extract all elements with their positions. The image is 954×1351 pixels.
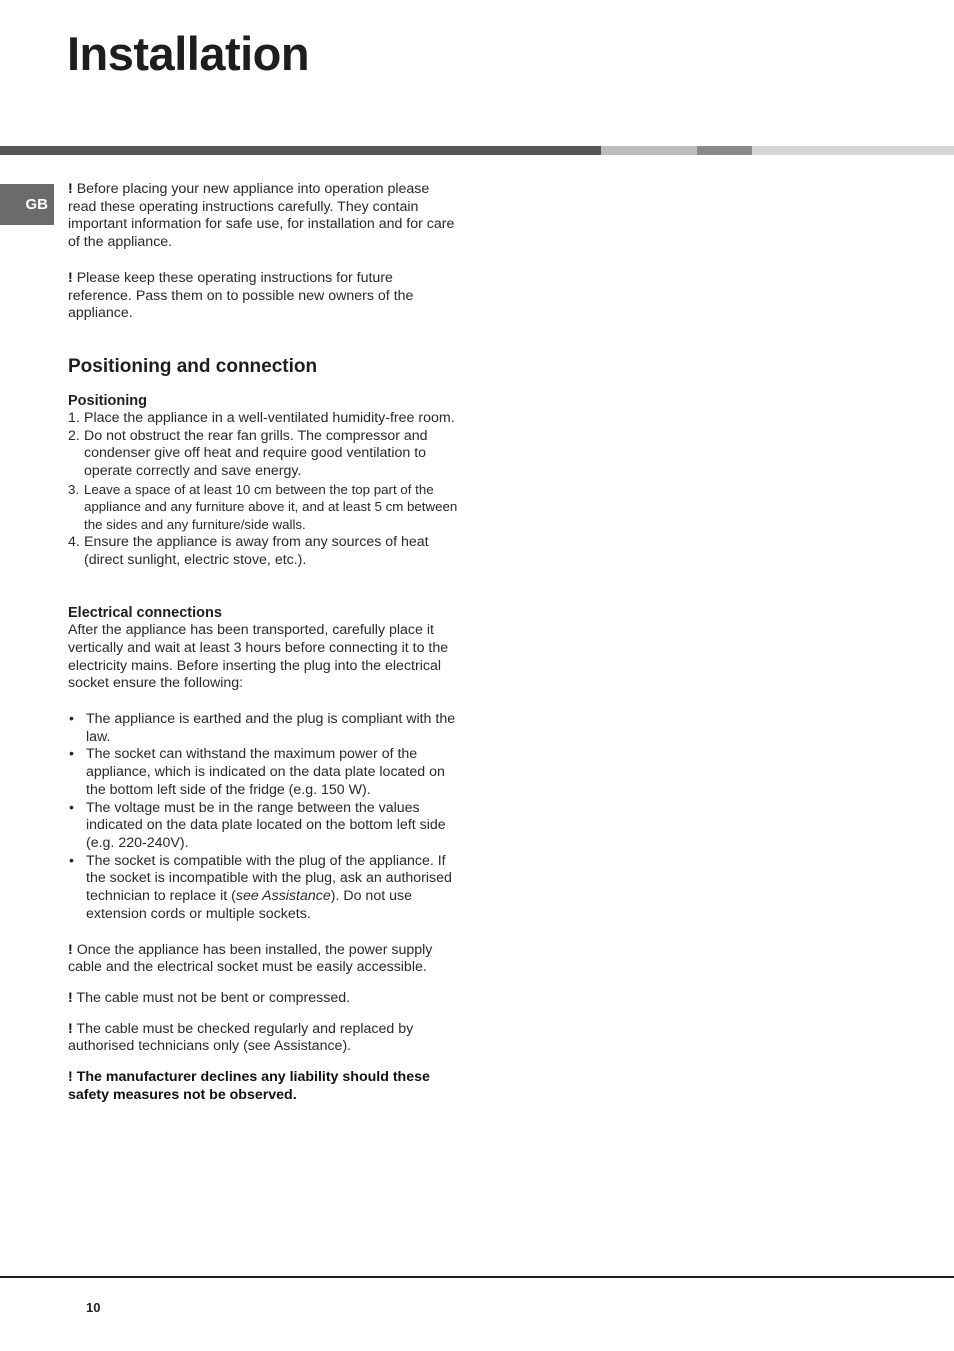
warning-mark: ! [68, 269, 73, 286]
list-item: 1. Place the appliance in a well-ventilated humidity-free room. [68, 409, 455, 426]
warning-mark: ! [68, 1020, 73, 1037]
list-item: 3. Leave a space of at least 10 cm between the top part of the appliance and any furniture above it, and at least 5 cm between the sides and any furniture/side walls. [68, 481, 458, 533]
main-content [68, 181, 458, 1104]
warning-note: ! Once the appliance has been installed, the power supply cable and the electrical socket must be easily accessible. [68, 941, 433, 976]
list-item: 4. Ensure the appliance is away from any sources of heat (direct sunlight, electric stove, etc.). [68, 533, 429, 568]
list-item: • The socket can withstand the maximum power of the appliance, which is indicated on the data plate located on the bottom left side of the fridge (e.g. 150 W). [69, 746, 445, 798]
positioning-heading: Positioning [68, 392, 147, 409]
page-number: 10 [86, 1300, 101, 1315]
electrical-intro: After the appliance has been transported, carefully place it vertically and wait at least 3 hours before connecting it to the electricity mains. Before inserting the plug into the electrical socket ensure the following: [68, 622, 449, 692]
list-item: 2. Do not obstruct the rear fan grills. The compressor and condenser give off heat and require good ventilation to operate correctly and save energy. [68, 427, 428, 480]
liability-note: ! The manufacturer declines any liability should these safety measures not be observed. [68, 1069, 430, 1103]
electrical-checklist [68, 711, 458, 923]
header-stripe-pale [752, 146, 954, 155]
page-title: Installation [67, 27, 310, 80]
section-heading: Positioning and connection [68, 355, 318, 377]
warning-mark: ! [68, 181, 73, 197]
language-tab: GB [0, 184, 54, 225]
warning-mark: ! [68, 989, 73, 1006]
see-assistance-reference: see Assistance [235, 888, 331, 905]
footer-rule [0, 1276, 954, 1278]
positioning-list [68, 410, 458, 569]
warning-note: ! The cable must be checked regularly and replaced by authorised technicians only (see Assistance). [68, 1020, 414, 1055]
header-stripe-light [601, 146, 697, 155]
warning-mark: ! [68, 941, 73, 958]
intro-paragraph-1: ! Before placing your new appliance into operation please read these operating instructions carefully. They contain important information for safe use, for installation and for care of the appliance. [68, 181, 455, 251]
warning-note: ! The cable must not be bent or compressed. [68, 989, 351, 1006]
electrical-heading: Electrical connections [68, 605, 222, 622]
list-item: • The appliance is earthed and the plug is compliant with the law. [69, 711, 456, 745]
header-stripe-dark [0, 146, 601, 155]
intro-paragraph-2: ! Please keep these operating instructions for future reference. Pass them on to possible new owners of the appliance. [68, 269, 414, 322]
list-item: • The socket is compatible with the plug of the appliance. If the socket is incompatible with the plug, ask an authorised technician to replace it (see Assistance). Do not use extension cords or multiple sockets. [69, 852, 452, 922]
list-item: • The voltage must be in the range between the values indicated on the data plate located on the bottom left side (e.g. 220-240V). [69, 799, 446, 851]
header-stripe-mid [697, 146, 752, 155]
